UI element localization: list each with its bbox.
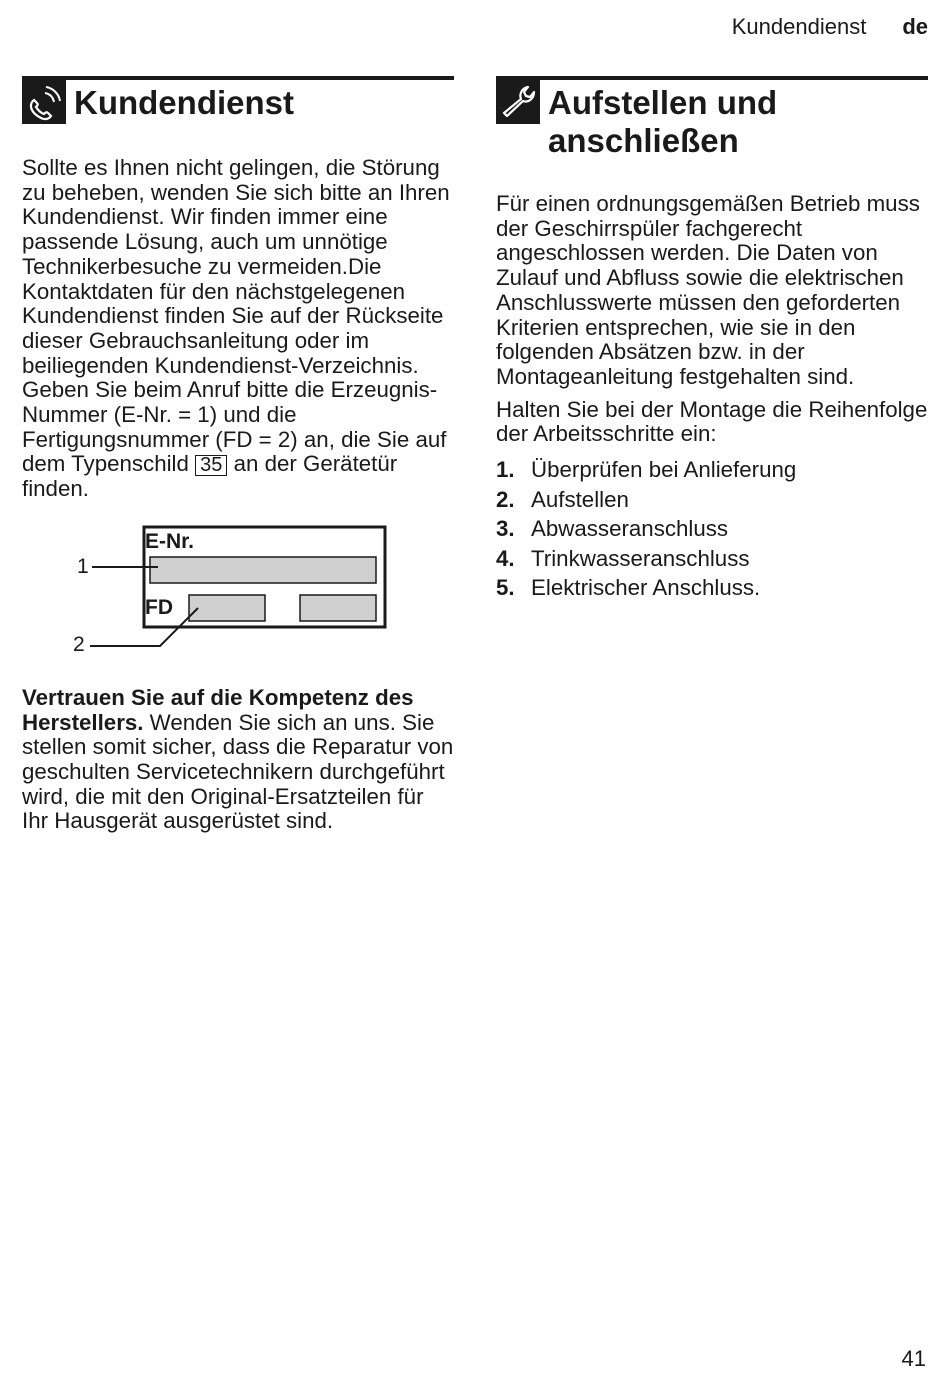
kundendienst-paragraph-1-end: an der Gerätetür finden. xyxy=(22,451,398,502)
aufstellen-heading xyxy=(496,76,928,160)
kundendienst-title: Kundendienst xyxy=(74,84,294,121)
kundendienst-paragraph-2-text: Wenden Sie sich an uns. Sie stellen somit sicher, dass die Reparatur von geschulten Servicetechnikern durchgeführt wird, die mit den Original-Ersatzteilen für Ihr Hausgerät ausgerüstet sind. xyxy=(22,709,454,834)
list-item xyxy=(496,573,928,603)
callout-2: 2 xyxy=(73,632,85,656)
step-number: 1. xyxy=(496,457,515,483)
page-number: 41 xyxy=(901,1346,926,1371)
step-number: 2. xyxy=(496,486,515,512)
callout-1: 1 xyxy=(77,554,89,578)
step-text: Überprüfen bei Anlieferung xyxy=(531,457,797,483)
language-code: de xyxy=(902,14,928,39)
aufstellen-paragraph-2: Halten Sie bei der Montage die Reihenfolge der Arbeitsschritte ein: xyxy=(496,396,928,447)
list-item xyxy=(496,455,928,485)
step-number: 5. xyxy=(496,575,515,601)
enr-label: E-Nr. xyxy=(145,529,195,553)
rating-plate-diagram xyxy=(22,520,454,670)
step-text: Elektrischer Anschluss. xyxy=(531,575,761,601)
list-item xyxy=(496,485,928,515)
installation-steps-list xyxy=(496,455,928,603)
step-number: 4. xyxy=(496,545,515,571)
kundendienst-paragraph-1-text: Sollte es Ihnen nicht gelingen, die Störung zu beheben, wenden Sie sich bitte an Ihren Kundendienst. Wir finden immer eine passende Lösung, auch um unnötige Technikerbesuche zu vermeiden.Die Kontaktdaten für den nächstgelegenen Kundendienst finden Sie auf der Rückseite dieser Gebrauchsanleitung oder im beiliegenden Kundendienst-Verzeichnis. Geben Sie beim Anruf bitte die Erzeugnis-Nummer (E-Nr. = 1) und die Fertigungsnummer (FD = 2) an, die Sie auf dem Typenschild xyxy=(22,155,450,477)
aufstellen-section xyxy=(496,76,928,603)
running-header-title: Kundendienst xyxy=(731,14,867,39)
step-text: Trinkwasseranschluss xyxy=(531,545,750,571)
kundendienst-paragraph-1 xyxy=(22,156,454,502)
kundendienst-section xyxy=(22,76,454,834)
step-number: 3. xyxy=(496,516,515,542)
aufstellen-title: Aufstellen und anschließen xyxy=(548,84,778,159)
wrench-icon xyxy=(496,80,540,124)
step-text: Abwasseranschluss xyxy=(531,516,729,542)
fd-field-2 xyxy=(300,595,376,621)
kundendienst-paragraph-2-lead: Vertrauen Sie auf die Kompetenz des Herstellers. xyxy=(22,684,414,735)
rating-plate-figure xyxy=(22,520,454,670)
kundendienst-heading xyxy=(22,76,454,124)
kundendienst-paragraph-2 xyxy=(22,686,454,834)
rating-plate-reference: 35 xyxy=(195,455,227,476)
step-text: Aufstellen xyxy=(531,486,629,512)
fd-label: FD xyxy=(145,595,173,619)
enr-field xyxy=(150,557,376,583)
list-item xyxy=(496,544,928,574)
running-header xyxy=(732,14,928,40)
telephone-handset-icon xyxy=(22,80,66,124)
aufstellen-paragraph-1: Für einen ordnungsgemäßen Betrieb muss der Geschirrspüler fachgerecht angeschlossen werden. Die Daten von Zulauf und Abfluss sowie die elektrischen Anschlusswerte müssen den geforderten Kriterien entsprechen, wie sie in den folgenden Absätzen bzw. in der Montageanleitung festgehalten sind. xyxy=(496,191,920,389)
list-item xyxy=(496,514,928,544)
fd-field-1 xyxy=(189,595,265,621)
